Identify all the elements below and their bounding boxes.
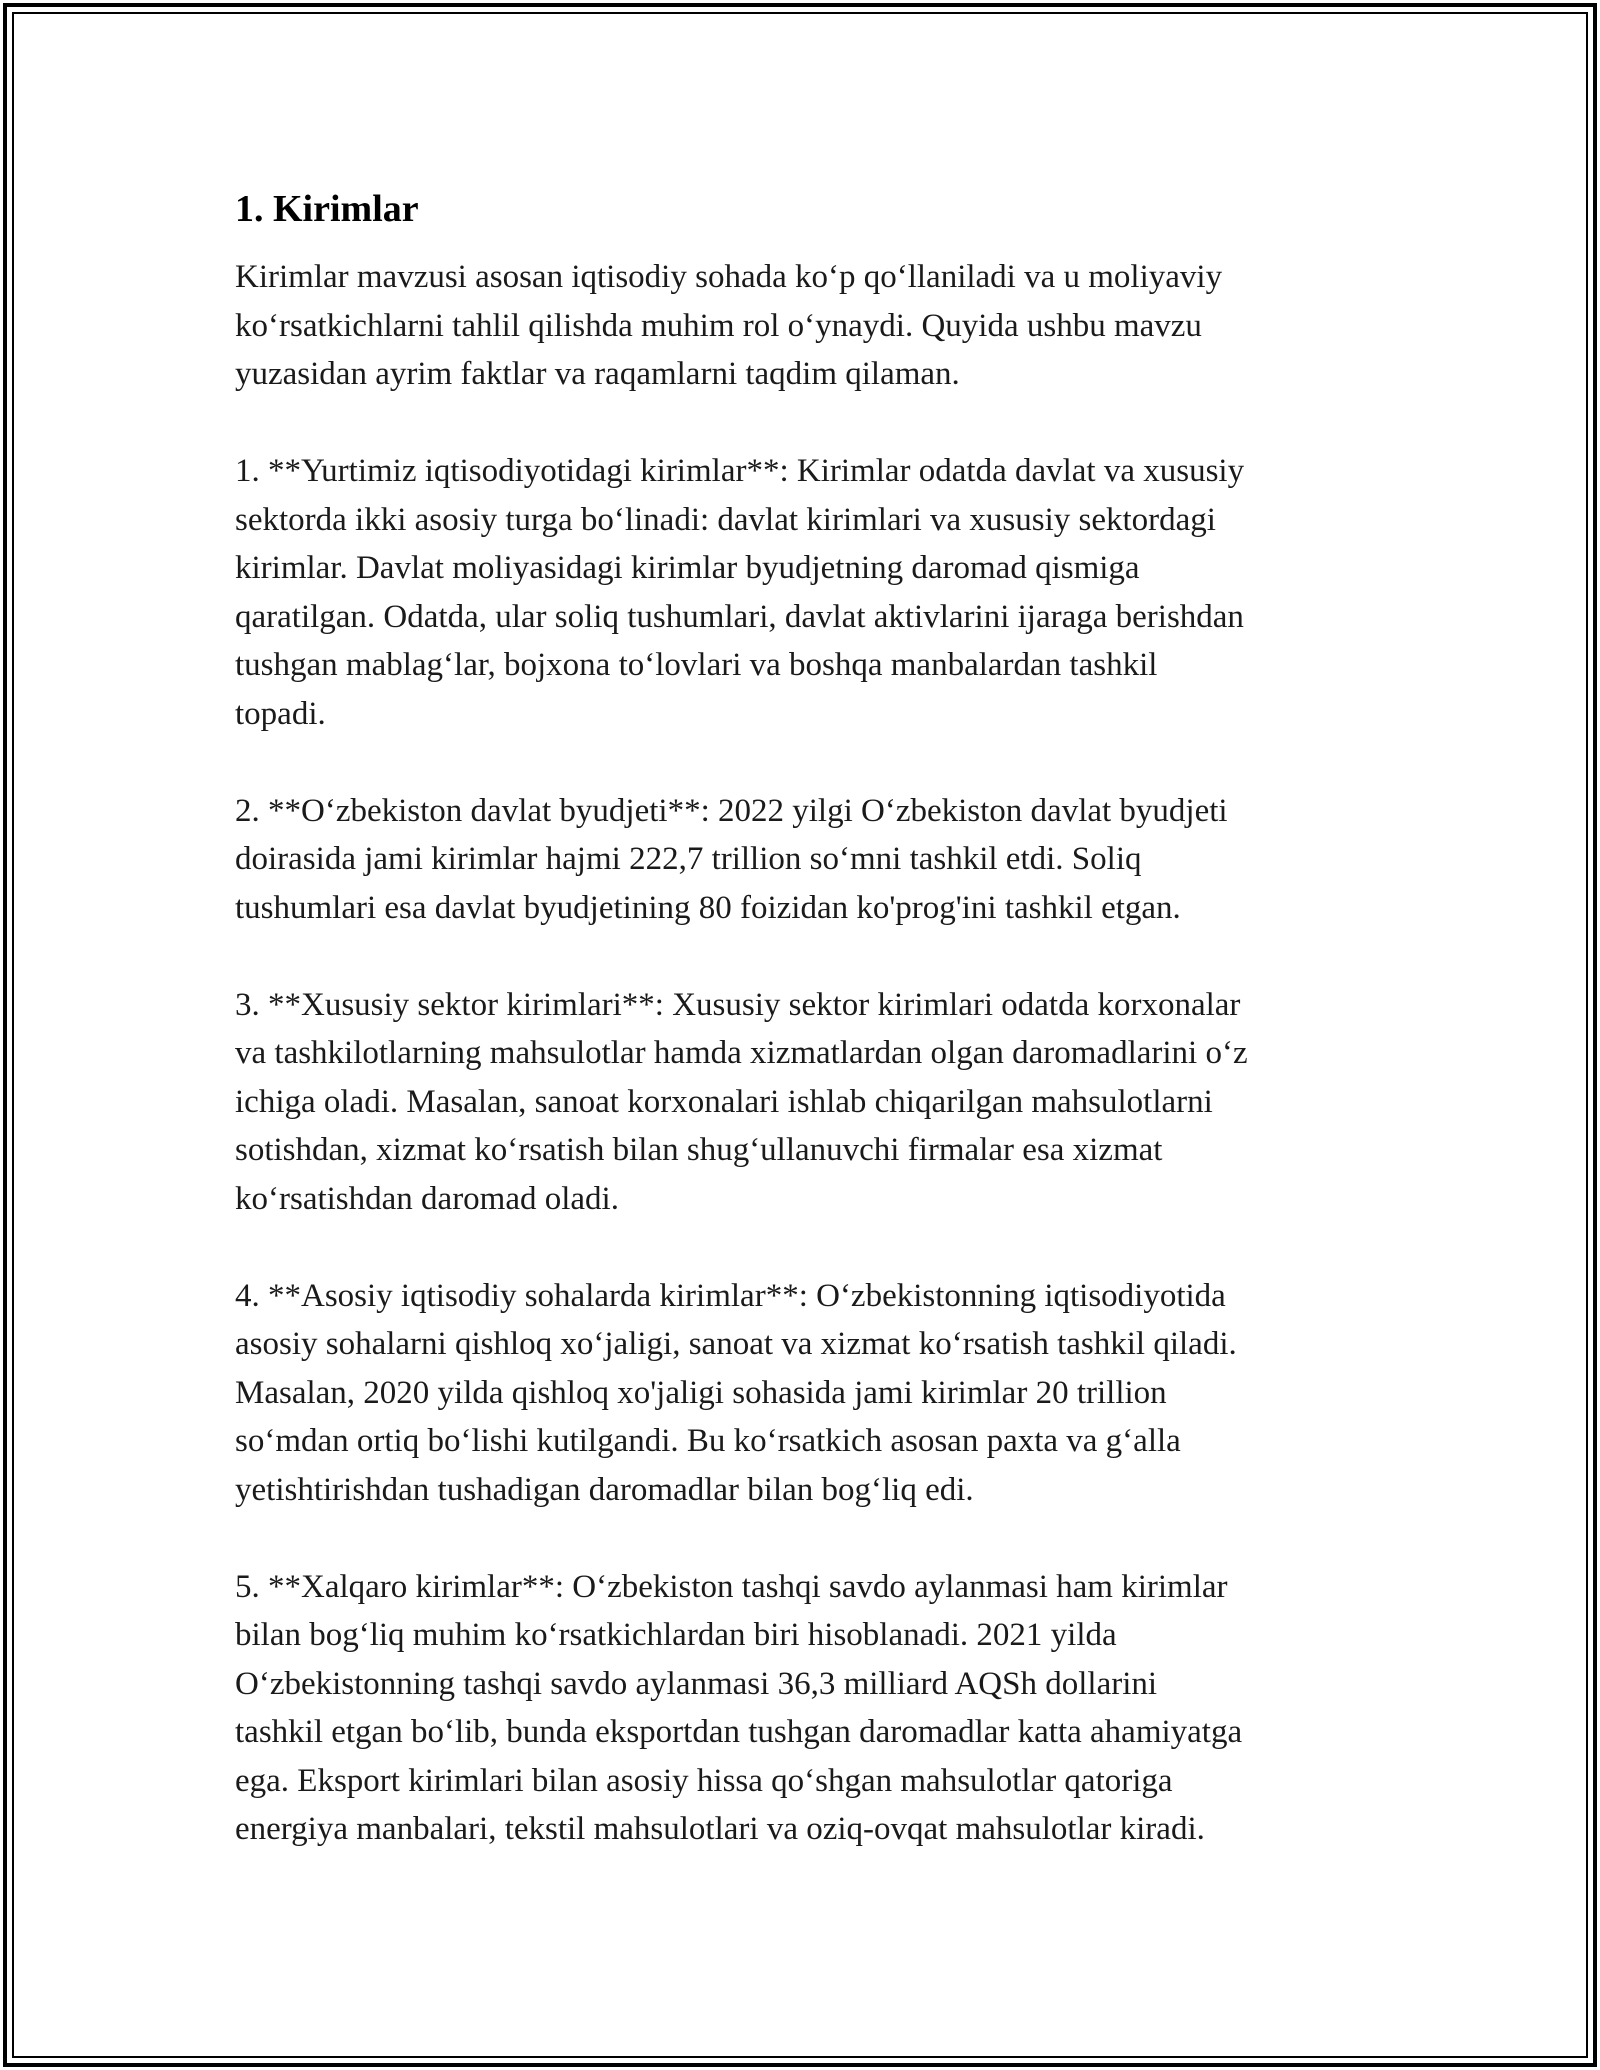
paragraph-line: qaratilgan. Odatda, ular soliq tushumlari, davlat aktivlarini ijaraga berishdan xyxy=(235,598,1244,635)
paragraph-line: ko‘rsatishdan daromad oladi. xyxy=(235,1180,619,1217)
paragraph-line: 5. **Xalqaro kirimlar**: O‘zbekiston tashqi savdo aylanmasi ham kirimlar xyxy=(235,1568,1228,1605)
paragraph-line: sotishdan, xizmat ko‘rsatish bilan shug‘ullanuvchi firmalar esa xizmat xyxy=(235,1132,1163,1168)
document-body xyxy=(235,185,1375,1902)
paragraph-line: kirimlar. Davlat moliyasidagi kirimlar byudjetning daromad qismiga xyxy=(235,550,1140,586)
paragraph-line: asosiy sohalarni qishloq xo‘jaligi, sanoat va xizmat ko‘rsatish tashkil qiladi. xyxy=(235,1326,1237,1362)
paragraph-line: 3. **Xususiy sektor kirimlari**: Xususiy sektor kirimlari odatda korxonalar xyxy=(235,986,1241,1023)
paragraph-line: bilan bog‘liq muhim ko‘rsatkichlardan biri hisoblanadi. 2021 yilda xyxy=(235,1617,1117,1653)
list-item-paragraph-1 xyxy=(235,447,1375,738)
paragraph-line: tushumlari esa davlat byudjetining 80 foizidan ko'prog'ini tashkil etgan. xyxy=(235,889,1181,926)
paragraph-line: so‘mdan ortiq bo‘lishi kutilgandi. Bu ko‘rsatkich asosan paxta va g‘alla xyxy=(235,1423,1181,1459)
paragraph-line: yuzasidan ayrim faktlar va raqamlarni taqdim qilaman. xyxy=(235,356,960,392)
paragraph-line: Masalan, 2020 yilda qishloq xo'jaligi sohasida jami kirimlar 20 trillion xyxy=(235,1374,1167,1411)
paragraph-line: ko‘rsatkichlarni tahlil qilishda muhim rol o‘ynaydi. Quyida ushbu mavzu xyxy=(235,307,1202,344)
paragraph-line: Kirimlar mavzusi asosan iqtisodiy sohada ko‘p qo‘llaniladi va u moliyaviy xyxy=(235,259,1223,295)
paragraph-line: tashkil etgan bo‘lib, bunda eksportdan tushgan daromadlar katta ahamiyatga xyxy=(235,1714,1243,1750)
paragraph-line: 4. **Asosiy iqtisodiy sohalarda kirimlar**: O‘zbekistonning iqtisodiyotida xyxy=(235,1277,1226,1314)
document-title: 1. Kirimlar xyxy=(235,188,419,230)
paragraph-line: va tashkilotlarning mahsulotlar hamda xizmatlardan olgan daromadlarini o‘z xyxy=(235,1035,1248,1071)
paragraph-line: tushgan mablag‘lar, bojxona to‘lovlari va boshqa manbalardan tashkil xyxy=(235,647,1158,683)
paragraph-line: topadi. xyxy=(235,695,326,732)
paragraph-line: ega. Eksport kirimlari bilan asosiy hissa qo‘shgan mahsulotlar qatoriga xyxy=(235,1762,1173,1799)
list-item-paragraph-2 xyxy=(235,787,1375,933)
paragraph-line: ichiga oladi. Masalan, sanoat korxonalari ishlab chiqarilgan mahsulotlarni xyxy=(235,1083,1213,1120)
paragraph-line: sektorda ikki asosiy turga bo‘linadi: davlat kirimlari va xususiy sektordagi xyxy=(235,501,1216,538)
list-item-paragraph-3 xyxy=(235,981,1375,1224)
paragraph-line: O‘zbekistonning tashqi savdo aylanmasi 36,3 milliard AQSh dollarini xyxy=(235,1665,1158,1702)
paragraph-line: 1. **Yurtimiz iqtisodiyotidagi kirimlar**: Kirimlar odatda davlat va xususiy xyxy=(235,453,1245,489)
paragraph-line: doirasida jami kirimlar hajmi 222,7 trillion so‘mni tashkil etdi. Soliq xyxy=(235,841,1142,877)
intro-paragraph xyxy=(235,253,1375,399)
list-item-paragraph-5 xyxy=(235,1563,1375,1854)
paragraph-line: yetishtirishdan tushadigan daromadlar bilan bog‘liq edi. xyxy=(235,1471,974,1508)
paragraph-line: 2. **O‘zbekiston davlat byudjeti**: 2022 yilgi O‘zbekiston davlat byudjeti xyxy=(235,792,1228,829)
paragraph-line: energiya manbalari, tekstil mahsulotlari va oziq-ovqat mahsulotlar kiradi. xyxy=(235,1811,1205,1847)
list-item-paragraph-4 xyxy=(235,1272,1375,1515)
